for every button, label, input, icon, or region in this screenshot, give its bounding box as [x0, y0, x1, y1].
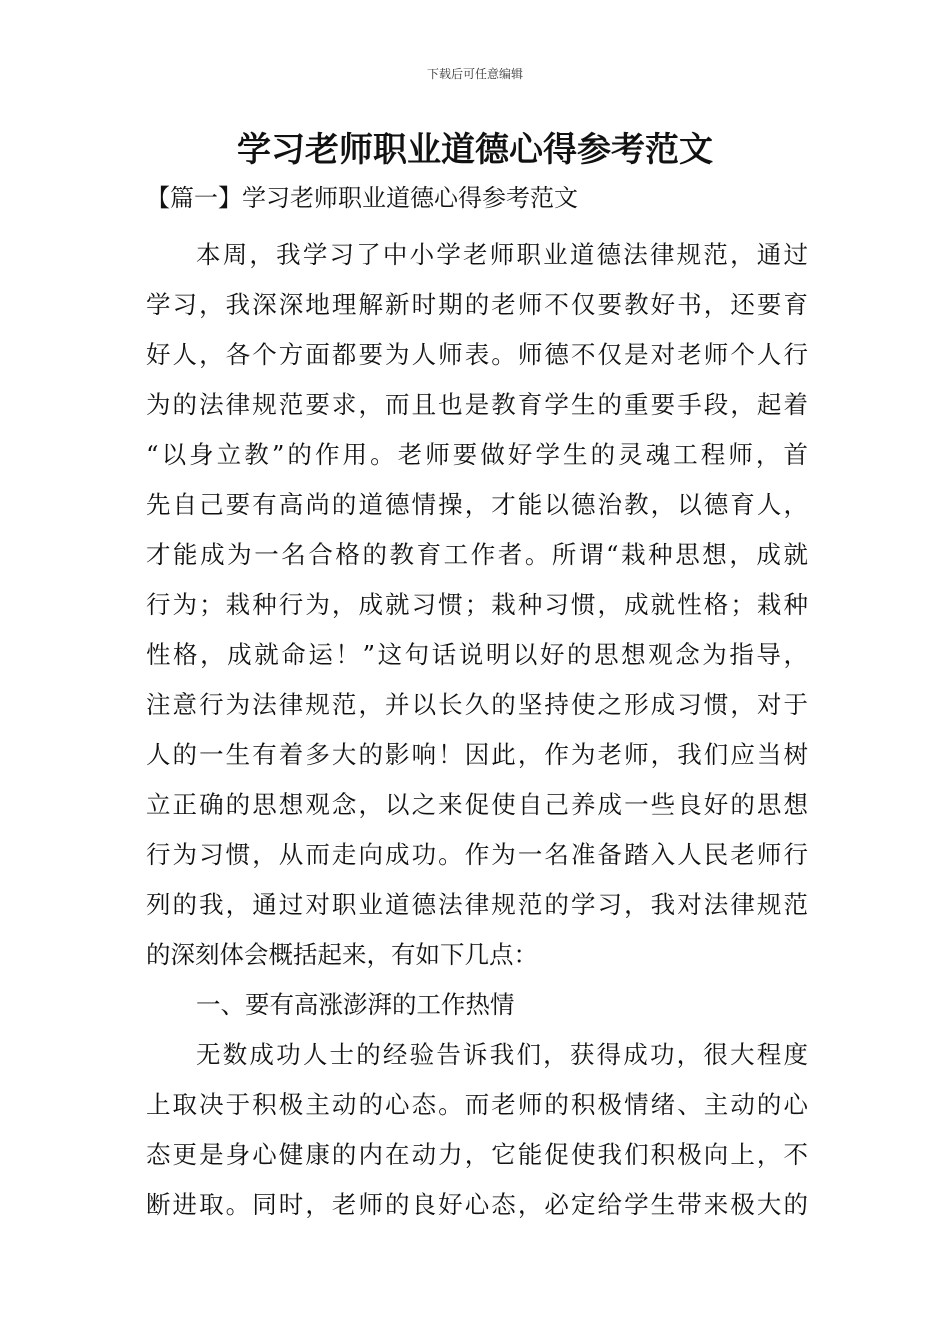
paragraph-line: “以身立教”的作用。老师要做好学生的灵魂工程师，首 [146, 440, 808, 469]
paragraph-line: 先自己要有高尚的道德情操，才能以德治教，以德育人， [146, 490, 808, 519]
paragraph-line: 态更是身心健康的内在动力，它能促使我们积极向上，不 [146, 1140, 808, 1169]
paragraph-line: 行为习惯，从而走向成功。作为一名准备踏入人民老师行 [146, 840, 808, 869]
paragraph-line: 本周，我学习了中小学老师职业道德法律规范，通过 [196, 240, 808, 269]
paragraph-line: 为的法律规范要求，而且也是教育学生的重要手段，起着 [146, 390, 808, 419]
paragraph-line: 上取决于积极主动的心态。而老师的积极情绪、主动的心 [146, 1090, 808, 1119]
paragraph-line: 性格，成就命运！”这句话说明以好的思想观念为指导， [146, 640, 808, 669]
paragraph-line: 无数成功人士的经验告诉我们，获得成功，很大程度 [196, 1040, 808, 1069]
paragraph-line: 断进取。同时，老师的良好心态，必定给学生带来极大的 [146, 1190, 808, 1219]
section-heading: 【篇一】学习老师职业道德心得参考范文 [146, 184, 578, 212]
paragraph-line: 行为；栽种行为，成就习惯；栽种习惯，成就性格；栽种 [146, 590, 808, 619]
subsection-heading: 一、要有高涨澎湃的工作热情 [196, 990, 515, 1019]
document-title: 学习老师职业道德心得参考范文 [237, 130, 713, 170]
header-note: 下载后可任意编辑 [426, 67, 523, 81]
paragraph-line: 才能成为一名合格的教育工作者。所谓“栽种思想，成就 [146, 540, 808, 569]
paragraph-line: 列的我，通过对职业道德法律规范的学习，我对法律规范 [146, 890, 808, 919]
paragraph-line: 的深刻体会概括起来，有如下几点： [146, 940, 538, 969]
paragraph-line: 立正确的思想观念，以之来促使自己养成一些良好的思想 [146, 790, 808, 819]
paragraph-line: 学习，我深深地理解新时期的老师不仅要教好书，还要育 [146, 290, 808, 319]
paragraph-line: 人的一生有着多大的影响！因此，作为老师，我们应当树 [146, 740, 808, 769]
paragraph-line: 好人，各个方面都要为人师表。师德不仅是对老师个人行 [146, 340, 808, 369]
paragraph-line: 注意行为法律规范，并以长久的坚持使之形成习惯，对于 [146, 690, 808, 719]
body-text [146, 230, 808, 1230]
